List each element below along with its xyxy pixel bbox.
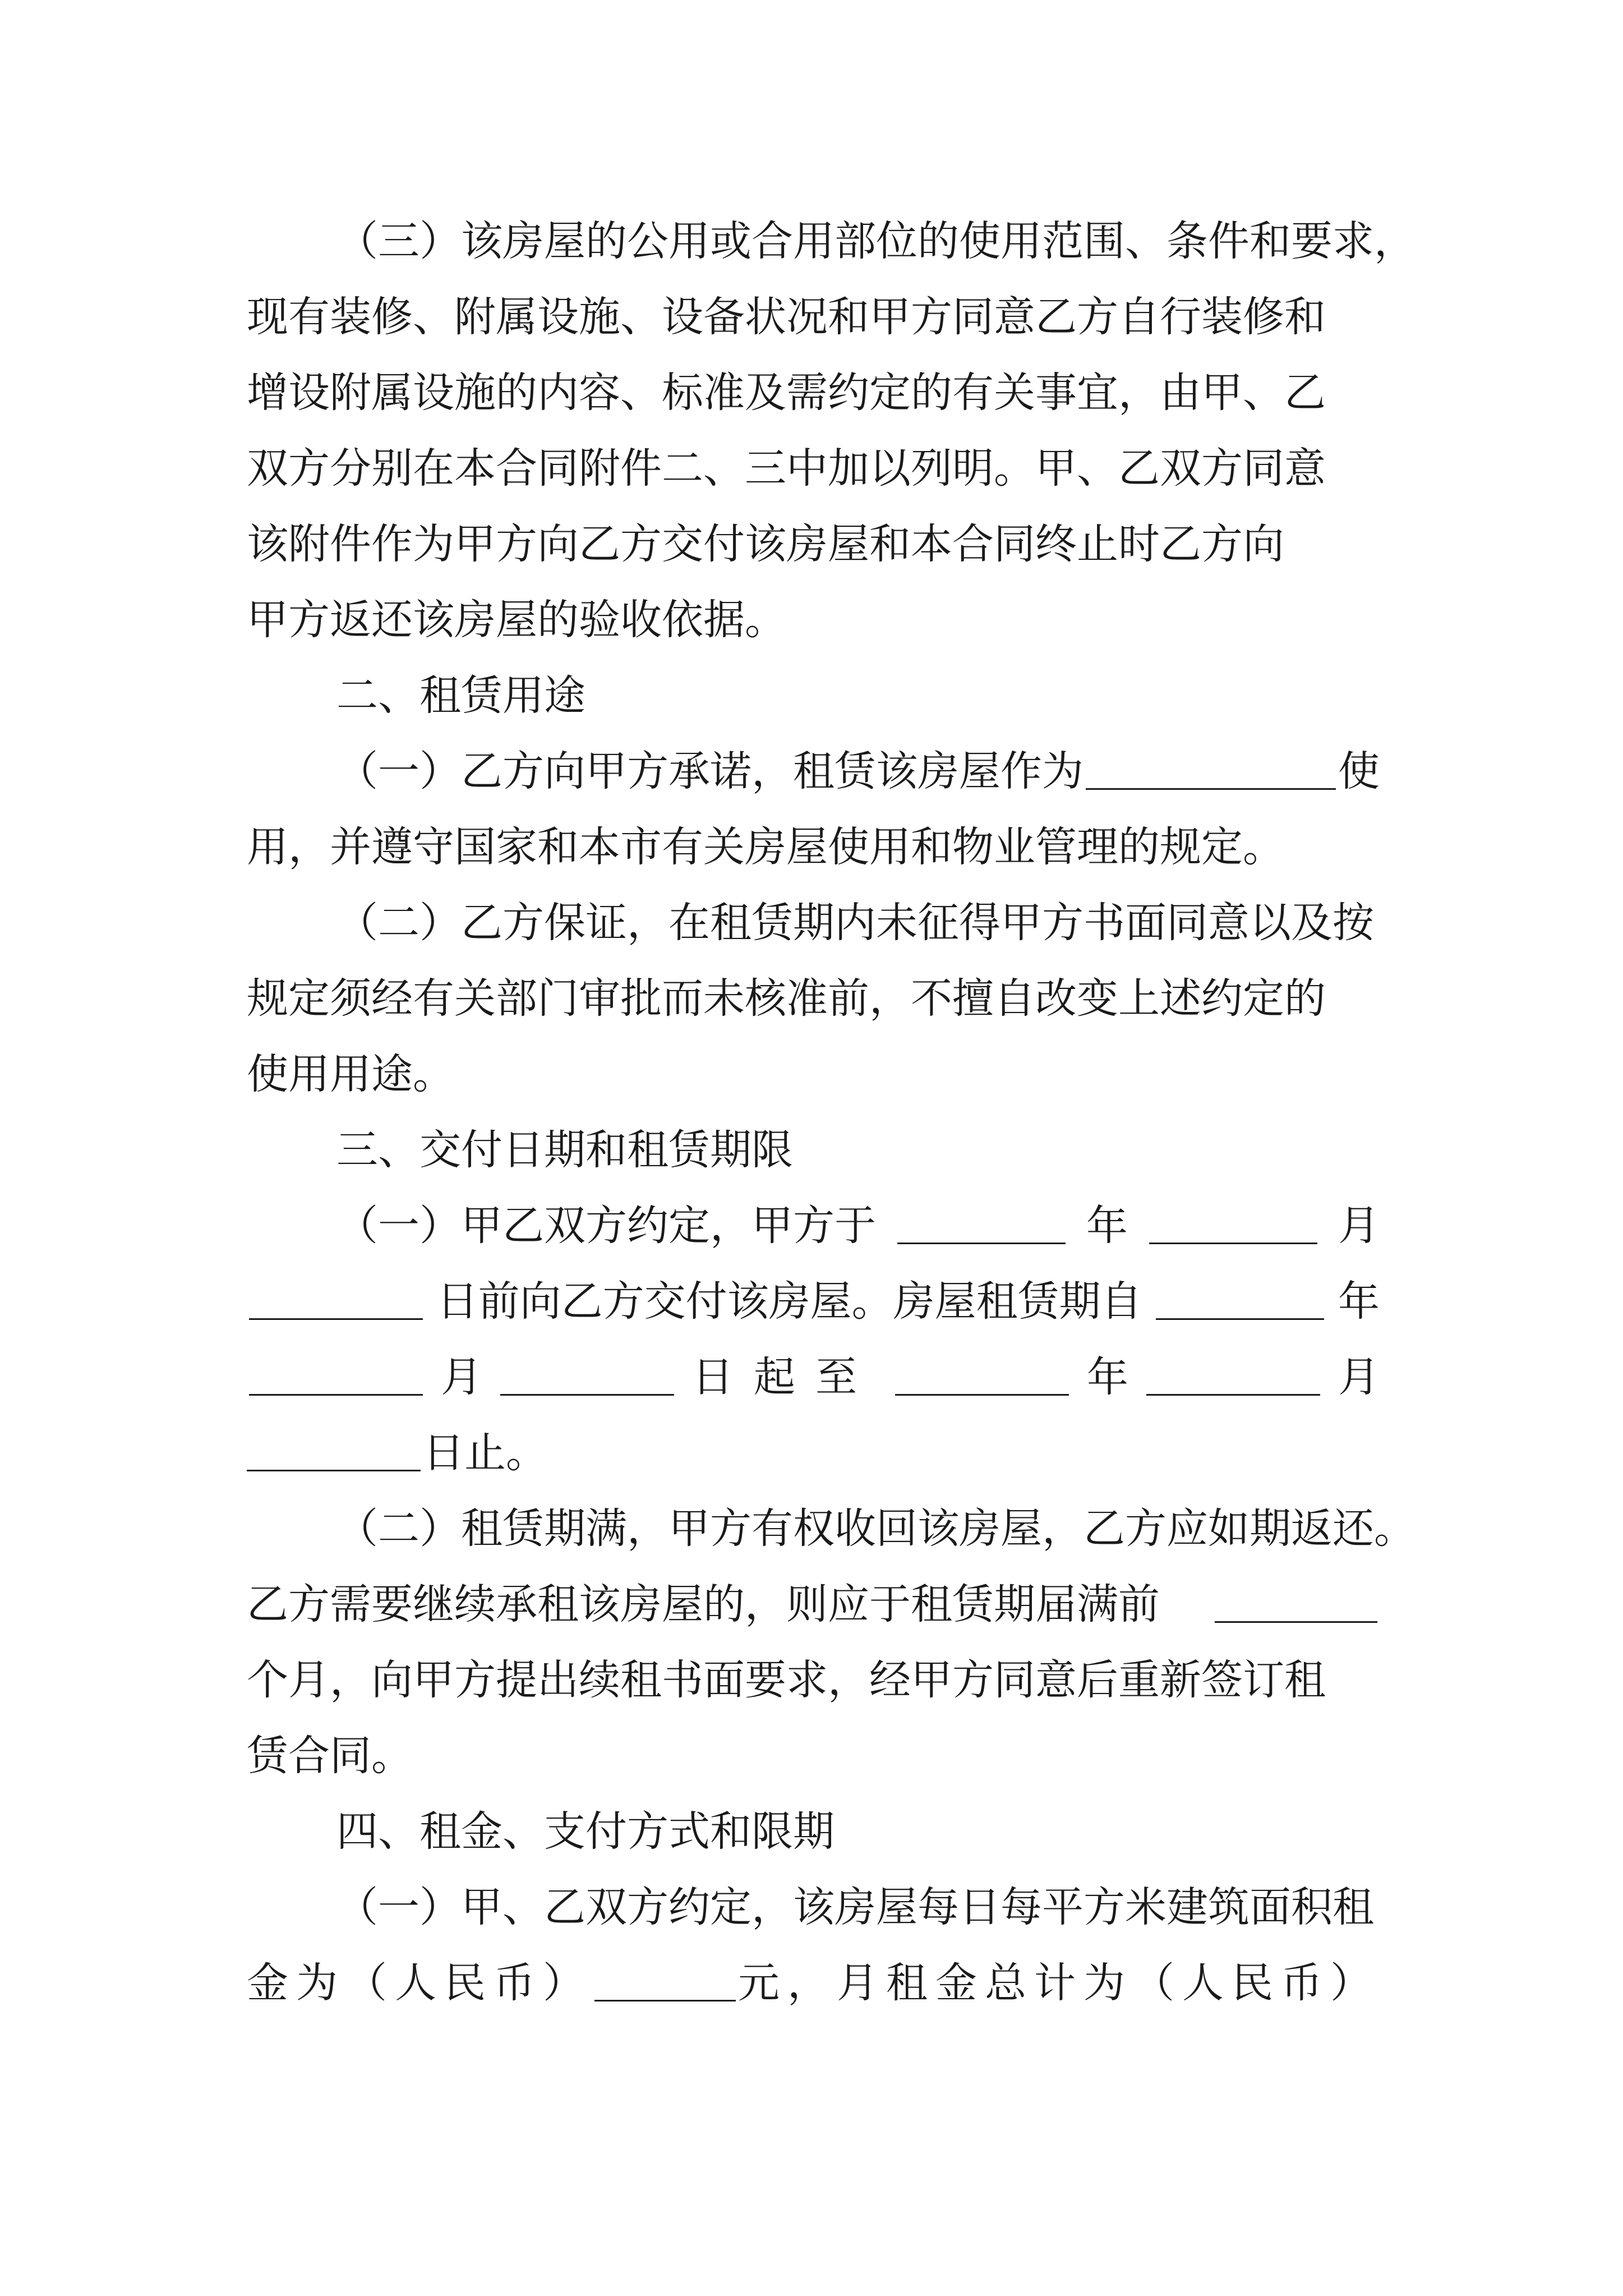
section-3-para-2-line-1	[336, 1501, 1415, 1557]
month-label: 月	[441, 1353, 482, 1401]
section-3-para-1-line-2	[247, 1273, 1380, 1329]
month-label: 月	[1338, 1353, 1380, 1401]
section-3-para-1-line-4	[247, 1425, 1380, 1481]
section-3-para-1-line-1	[336, 1198, 1380, 1254]
text: 使用用途。	[247, 1050, 454, 1098]
blank-delivery-month[interactable]	[1149, 1203, 1317, 1244]
para-3-line-4	[247, 440, 1380, 496]
text: （一）乙方向甲方承诺，租赁该房屋作为	[336, 747, 1083, 795]
text: 个月，向甲方提出续租书面要求，经甲方同意后重新签订租	[247, 1656, 1326, 1704]
text: （一）甲、乙双方约定，该房屋每日每平方米建筑面积租	[336, 1883, 1374, 1931]
text: （二）租赁期满，甲方有权收回该房屋，乙方应如期返还。	[336, 1504, 1415, 1553]
section-2-para-1-line-1	[336, 743, 1380, 799]
text: 日前向乙方交付该房屋。房屋租赁期自	[436, 1277, 1142, 1326]
text: 用，并遵守国家和本市有关房屋使用和物业管理的规定。	[247, 823, 1284, 871]
year-label: 年	[1086, 1202, 1128, 1250]
blank-delivery-year[interactable]	[897, 1203, 1066, 1244]
text: （一）甲乙双方约定，甲方于	[336, 1202, 876, 1250]
month-label: 月	[1338, 1202, 1380, 1250]
para-3-line-5	[247, 516, 1380, 572]
section-3-para-2-line-2	[247, 1576, 1380, 1632]
text: 日起至	[692, 1353, 877, 1401]
text: 金为（人民币）	[247, 1959, 592, 2007]
section-2-heading	[336, 668, 1380, 724]
section-3-para-2-line-4	[247, 1728, 1380, 1784]
heading-text: 二、租赁用途	[336, 671, 585, 720]
para-3-line-6	[247, 592, 1380, 648]
section-3-para-2-line-3	[247, 1652, 1380, 1708]
heading-text: 四、租金、支付方式和限期	[336, 1807, 834, 1856]
para-3-line-1	[336, 213, 1415, 269]
blank-usage[interactable]	[1086, 749, 1336, 790]
section-2-para-2-line-1	[336, 895, 1380, 951]
section-4-para-1-line-1	[336, 1879, 1380, 1935]
blank-end-day[interactable]	[247, 1430, 421, 1471]
section-2-para-1-line-2	[247, 819, 1380, 875]
blank-start-day[interactable]	[500, 1355, 674, 1396]
heading-text: 三、交付日期和租赁期限	[336, 1126, 793, 1174]
para-3-line-2	[247, 289, 1380, 345]
blank-delivery-day[interactable]	[249, 1279, 423, 1320]
year-label: 年	[1087, 1353, 1128, 1401]
text: 增设附属设施的内容、标准及需约定的有关事宜，由甲、乙	[247, 369, 1326, 417]
text: 现有装修、附属设施、设备状况和甲方同意乙方自行装修和	[247, 293, 1326, 341]
text: 该附件作为甲方向乙方交付该房屋和本合同终止时乙方向	[247, 520, 1284, 568]
text: 甲方返还该房屋的验收依据。	[247, 596, 786, 644]
section-2-para-2-line-3	[247, 1046, 1380, 1102]
text: （二）乙方保证，在租赁期内未征得甲方书面同意以及按	[336, 899, 1374, 947]
blank-start-year[interactable]	[1156, 1279, 1324, 1320]
text: 乙方需要继续承租该房屋的，则应于租赁期届满前	[247, 1580, 1160, 1628]
text: 赁合同。	[247, 1732, 413, 1780]
section-4-heading	[336, 1803, 1380, 1860]
blank-end-year[interactable]	[895, 1355, 1069, 1396]
text: 日止。	[423, 1429, 547, 1477]
text: （三）该房屋的公用或合用部位的使用范围、条件和要求，	[336, 217, 1415, 265]
text: 使	[1338, 747, 1380, 795]
blank-start-month[interactable]	[249, 1355, 423, 1396]
blank-end-month[interactable]	[1146, 1355, 1320, 1396]
section-4-para-1-line-2	[247, 1955, 1380, 2011]
text: 双方分别在本合同附件二、三中加以列明。甲、乙双方同意	[247, 444, 1326, 493]
para-3-line-3	[247, 365, 1380, 421]
section-2-para-2-line-2	[247, 970, 1380, 1027]
text: 规定须经有关部门审批而未核准前，不擅自改变上述约定的	[247, 974, 1326, 1023]
blank-rent-per-sqm[interactable]	[594, 1961, 736, 2001]
text: 元，月租金总计为（人民币）	[738, 1959, 1380, 2007]
blank-renewal-months[interactable]	[1215, 1582, 1377, 1623]
year-label: 年	[1338, 1277, 1380, 1326]
section-3-heading	[336, 1122, 1380, 1178]
section-3-para-1-line-3	[247, 1349, 1380, 1405]
